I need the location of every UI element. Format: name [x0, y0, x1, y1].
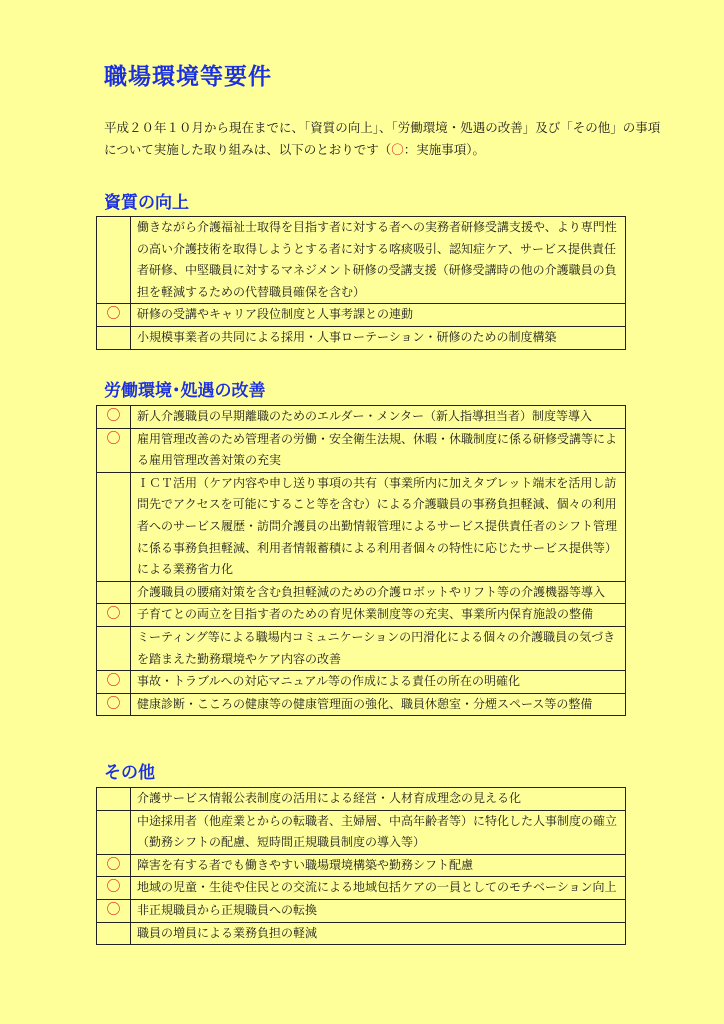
table-row: [97, 810, 626, 854]
mark-cell: [97, 922, 131, 945]
item-text: 非正規職員から正規職員への転換: [131, 899, 626, 922]
item-text: 中途採用者（他産業とからの転職者、主婦層、中高年齢者等）に特化した人事制度の確立（勤務シフトの配慮、短時間正規職員制度の導入等）: [131, 810, 626, 854]
mark-cell: [97, 788, 131, 811]
item-text: 雇用管理改善のため管理者の労働・安全衛生法規、休暇・休職制度に係る研修受講等による雇用管理改善対策の充実: [131, 428, 626, 472]
table-row: [97, 604, 626, 627]
table-row: [97, 671, 626, 694]
table-row: [97, 406, 626, 429]
mark-cell: 〇: [97, 428, 131, 472]
item-text: ＩＣＴ活用（ケア内容や申し送り事項の共有（事業所内に加えタブレット端末を活用し訪問先でアクセスを可能にすること等を含む）による介護職員の事務負担軽減、個々の利用者へのサービス履歴・訪問介護員の出勤情報管理によるサービス提供責任者のシフト管理に係る事務負担軽減、利用者情報蓄積による利用者個々の特性に応じたサービス提供等）による業務省力化: [131, 472, 626, 581]
table-row: [97, 693, 626, 716]
table-row: [97, 472, 626, 581]
mark-cell: 〇: [97, 693, 131, 716]
mark-cell: [97, 217, 131, 304]
item-text: 障害を有する者でも働きやすい職場環境構築や勤務シフト配慮: [131, 854, 626, 877]
table-row: [97, 626, 626, 670]
mark-cell: 〇: [97, 877, 131, 900]
table-row: [97, 854, 626, 877]
mark-cell: [97, 810, 131, 854]
mark-cell: [97, 326, 131, 349]
section-heading-quality: 資質の向上: [104, 193, 189, 213]
item-text: 子育てとの両立を目指す者のための育児休業制度等の充実、事業所内保育施設の整備: [131, 604, 626, 627]
mark-cell: [97, 472, 131, 581]
mark-cell: [97, 626, 131, 670]
page-title: 職場環境等要件: [104, 64, 272, 90]
table-row: [97, 922, 626, 945]
mark-cell: 〇: [97, 854, 131, 877]
table-row: [97, 428, 626, 472]
work-environment-table: [96, 405, 626, 716]
mark-cell: 〇: [97, 304, 131, 327]
item-text: 事故・トラブルへの対応マニュアル等の作成による責任の所在の明確化: [131, 671, 626, 694]
item-text: 新人介護職員の早期離職のためのエルダー・メンター（新人指導担当者）制度等導入: [131, 406, 626, 429]
other-table: [96, 787, 626, 945]
table-row: [97, 581, 626, 604]
quality-table: [96, 216, 626, 350]
item-text: 健康診断・こころの健康等の健康管理面の強化、職員休憩室・分煙スペース等の整備: [131, 693, 626, 716]
table-row: [97, 877, 626, 900]
table-row: [97, 217, 626, 304]
section-heading-other: その他: [104, 763, 155, 783]
mark-cell: 〇: [97, 671, 131, 694]
intro-text-after: ：実施事項）。: [403, 142, 486, 157]
table-row: [97, 326, 626, 349]
item-text: 介護サービス情報公表制度の活用による経営・人材育成理念の見える化: [131, 788, 626, 811]
item-text: 地域の児童・生徒や住民との交流による地域包括ケアの一員としてのモチベーション向上: [131, 877, 626, 900]
mark-cell: 〇: [97, 899, 131, 922]
item-text: 働きながら介護福祉士取得を目指す者に対する者への実務者研修受講支援や、より専門性の高い介護技術を取得しようとする者に対する喀痰吸引、認知症ケア、サービス提供責任者研修、中堅職員に対するマネジメント研修の受講支援（研修受講時の他の介護職員の負担を軽減するための代替職員確保を含む）: [131, 217, 626, 304]
item-text: 職員の増員による業務負担の軽減: [131, 922, 626, 945]
section-heading-work-environment: 労働環境･処遇の改善: [104, 381, 266, 401]
item-text: 小規模事業者の共同による採用・人事ローテーション・研修のための制度構築: [131, 326, 626, 349]
item-text: 介護職員の腰痛対策を含む負担軽減のための介護ロボットやリフト等の介護機器等導入: [131, 581, 626, 604]
mark-cell: 〇: [97, 604, 131, 627]
table-row: [97, 304, 626, 327]
mark-cell: [97, 581, 131, 604]
table-row: [97, 788, 626, 811]
mark-cell: 〇: [97, 406, 131, 429]
intro-text-before: 平成２０年１０月から現在までに、「資質の向上」、「労働環境・処遇の改善」及び「その他」の事項について実施した取り組みは、以下のとおりです（: [104, 120, 661, 157]
item-text: ミーティング等による職場内コミュニケーションの円滑化による個々の介護職員の気づきを踏まえた勤務環境やケア内容の改善: [131, 626, 626, 670]
circle-mark-icon: 〇: [391, 142, 404, 157]
table-row: [97, 899, 626, 922]
item-text: 研修の受講やキャリア段位制度と人事考課との連動: [131, 304, 626, 327]
intro-paragraph: [104, 117, 664, 161]
